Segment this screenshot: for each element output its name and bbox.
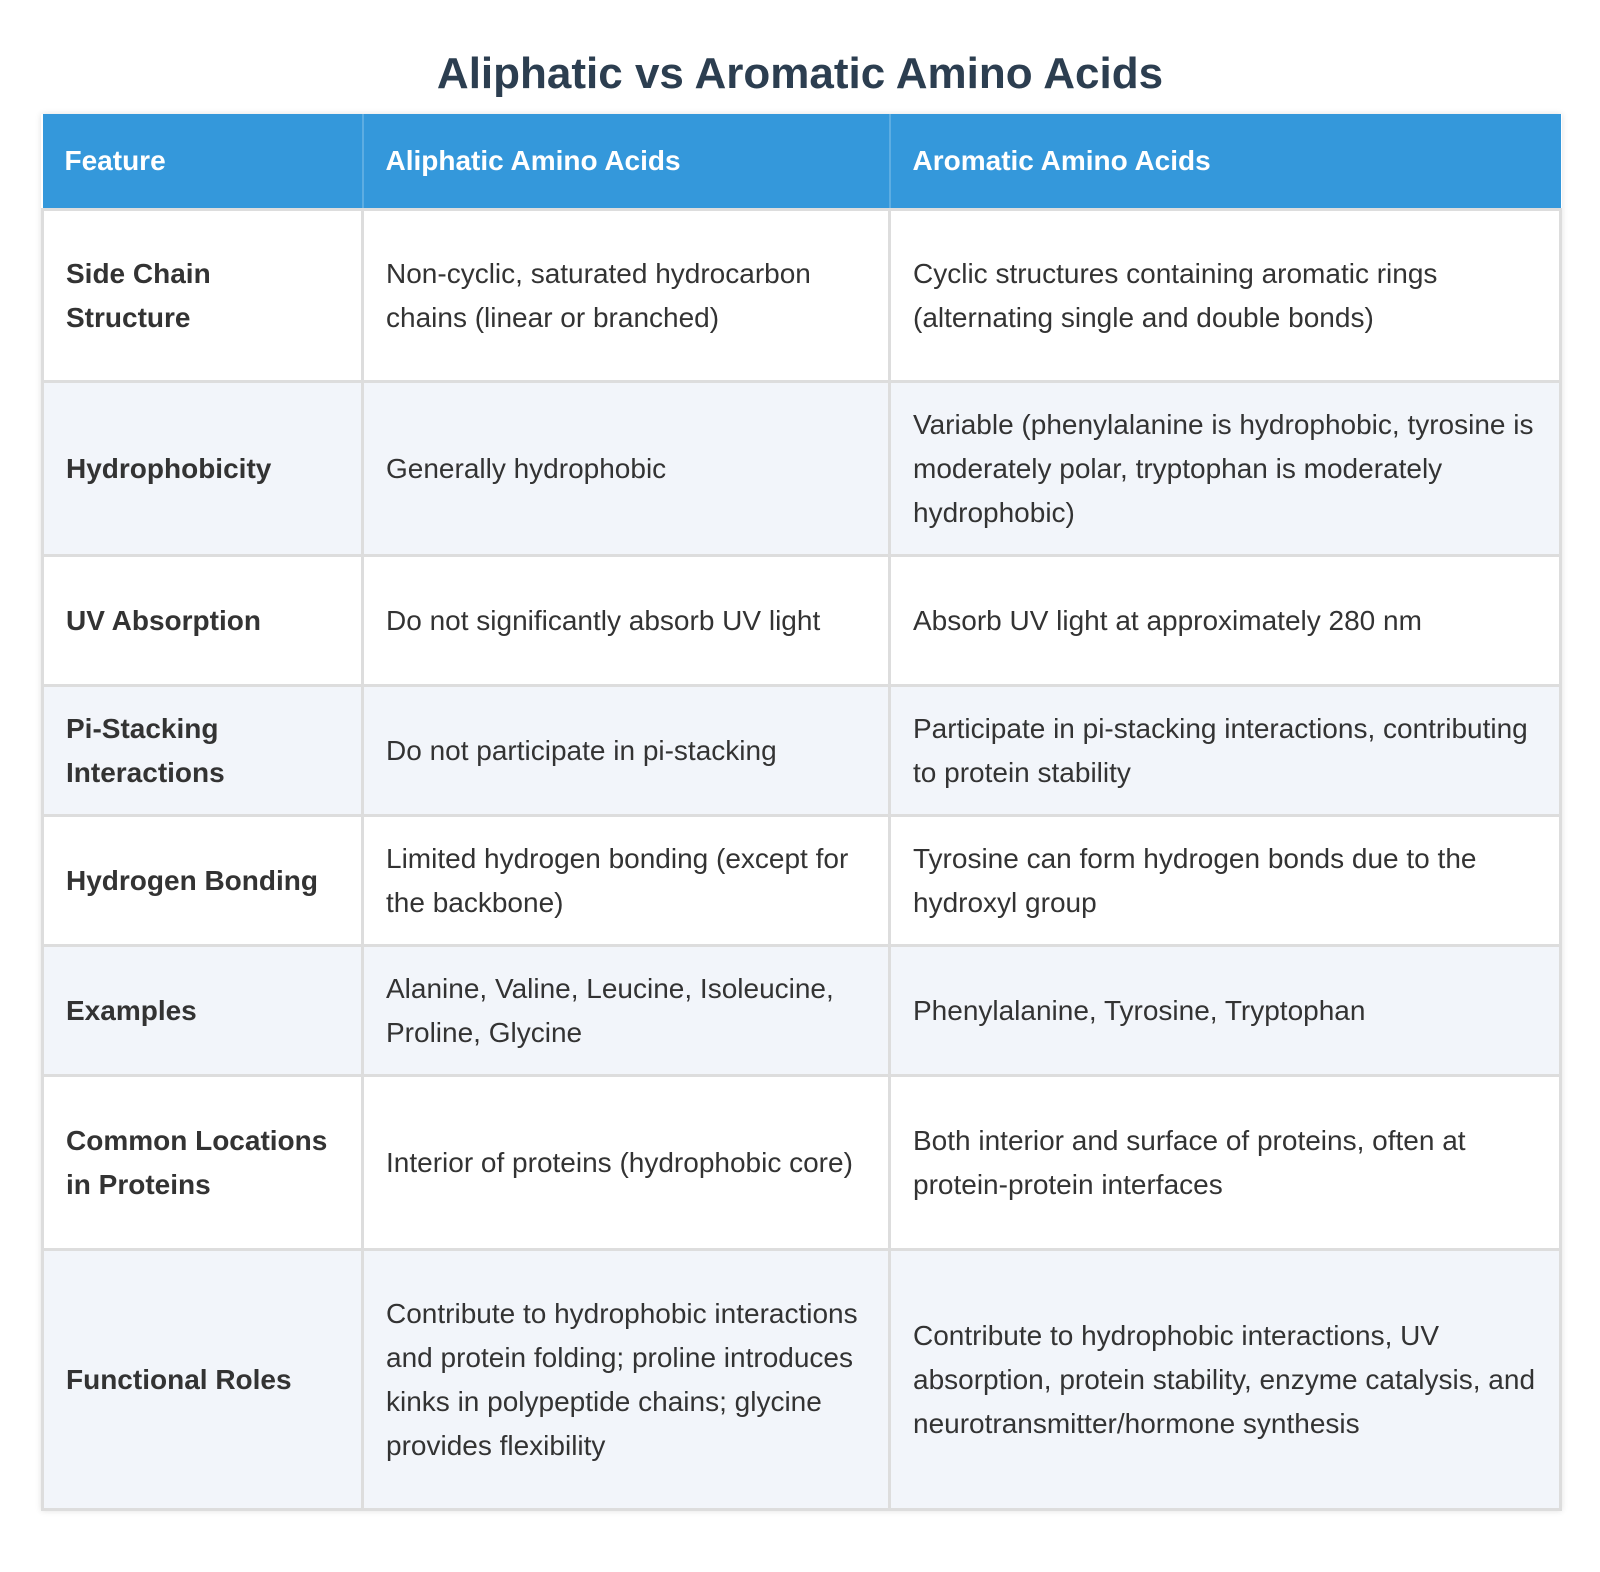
aromatic-cell: Absorb UV light at approximately 280 nm (890, 556, 1561, 686)
header-aliphatic: Aliphatic Amino Acids (363, 114, 890, 210)
aromatic-cell: Both interior and surface of proteins, often at protein-protein interfaces (890, 1076, 1561, 1250)
aromatic-cell: Variable (phenylalanine is hydrophobic, tyrosine is moderately polar, tryptophan is moderately hydrophobic) (890, 382, 1561, 556)
aliphatic-cell: Non-cyclic, saturated hydrocarbon chains (linear or branched) (363, 210, 890, 382)
table-row (43, 946, 1561, 1076)
table-row (43, 556, 1561, 686)
aromatic-cell: Contribute to hydrophobic interactions, UV absorption, protein stability, enzyme catalysis, and neurotransmitter/hormone synthesis (890, 1250, 1561, 1510)
page-title: Aliphatic vs Aromatic Amino Acids (436, 49, 1164, 98)
feature-cell: Side Chain Structure (43, 210, 363, 382)
table-row (43, 816, 1561, 946)
aromatic-cell: Phenylalanine, Tyrosine, Tryptophan (890, 946, 1561, 1076)
aliphatic-cell: Alanine, Valine, Leucine, Isoleucine, Proline, Glycine (363, 946, 890, 1076)
table-row (43, 1076, 1561, 1250)
table-row (43, 382, 1561, 556)
feature-cell: Hydrophobicity (43, 382, 363, 556)
table-row (43, 686, 1561, 816)
aromatic-cell: Tyrosine can form hydrogen bonds due to the hydroxyl group (890, 816, 1561, 946)
table-row (43, 210, 1561, 382)
feature-cell: UV Absorption (43, 556, 363, 686)
feature-cell: Common Locations in Proteins (43, 1076, 363, 1250)
table-row (43, 1250, 1561, 1510)
aromatic-cell: Participate in pi-stacking interactions, contributing to protein stability (890, 686, 1561, 816)
aromatic-cell: Cyclic structures containing aromatic rings (alternating single and double bonds) (890, 210, 1561, 382)
aliphatic-cell: Limited hydrogen bonding (except for the backbone) (363, 816, 890, 946)
header-feature: Feature (43, 114, 363, 210)
feature-cell: Pi-Stacking Interactions (43, 686, 363, 816)
feature-cell: Examples (43, 946, 363, 1076)
aliphatic-cell: Do not significantly absorb UV light (363, 556, 890, 686)
feature-cell: Functional Roles (43, 1250, 363, 1510)
aliphatic-cell: Interior of proteins (hydrophobic core) (363, 1076, 890, 1250)
header-aromatic: Aromatic Amino Acids (890, 114, 1561, 210)
feature-cell: Hydrogen Bonding (43, 816, 363, 946)
aliphatic-cell: Contribute to hydrophobic interactions and protein folding; proline introduces kinks in polypeptide chains; glycine provides flexibility (363, 1250, 890, 1510)
aliphatic-cell: Generally hydrophobic (363, 382, 890, 556)
comparison-table (41, 114, 1562, 1511)
table-header-row (43, 114, 1561, 210)
aliphatic-cell: Do not participate in pi-stacking (363, 686, 890, 816)
